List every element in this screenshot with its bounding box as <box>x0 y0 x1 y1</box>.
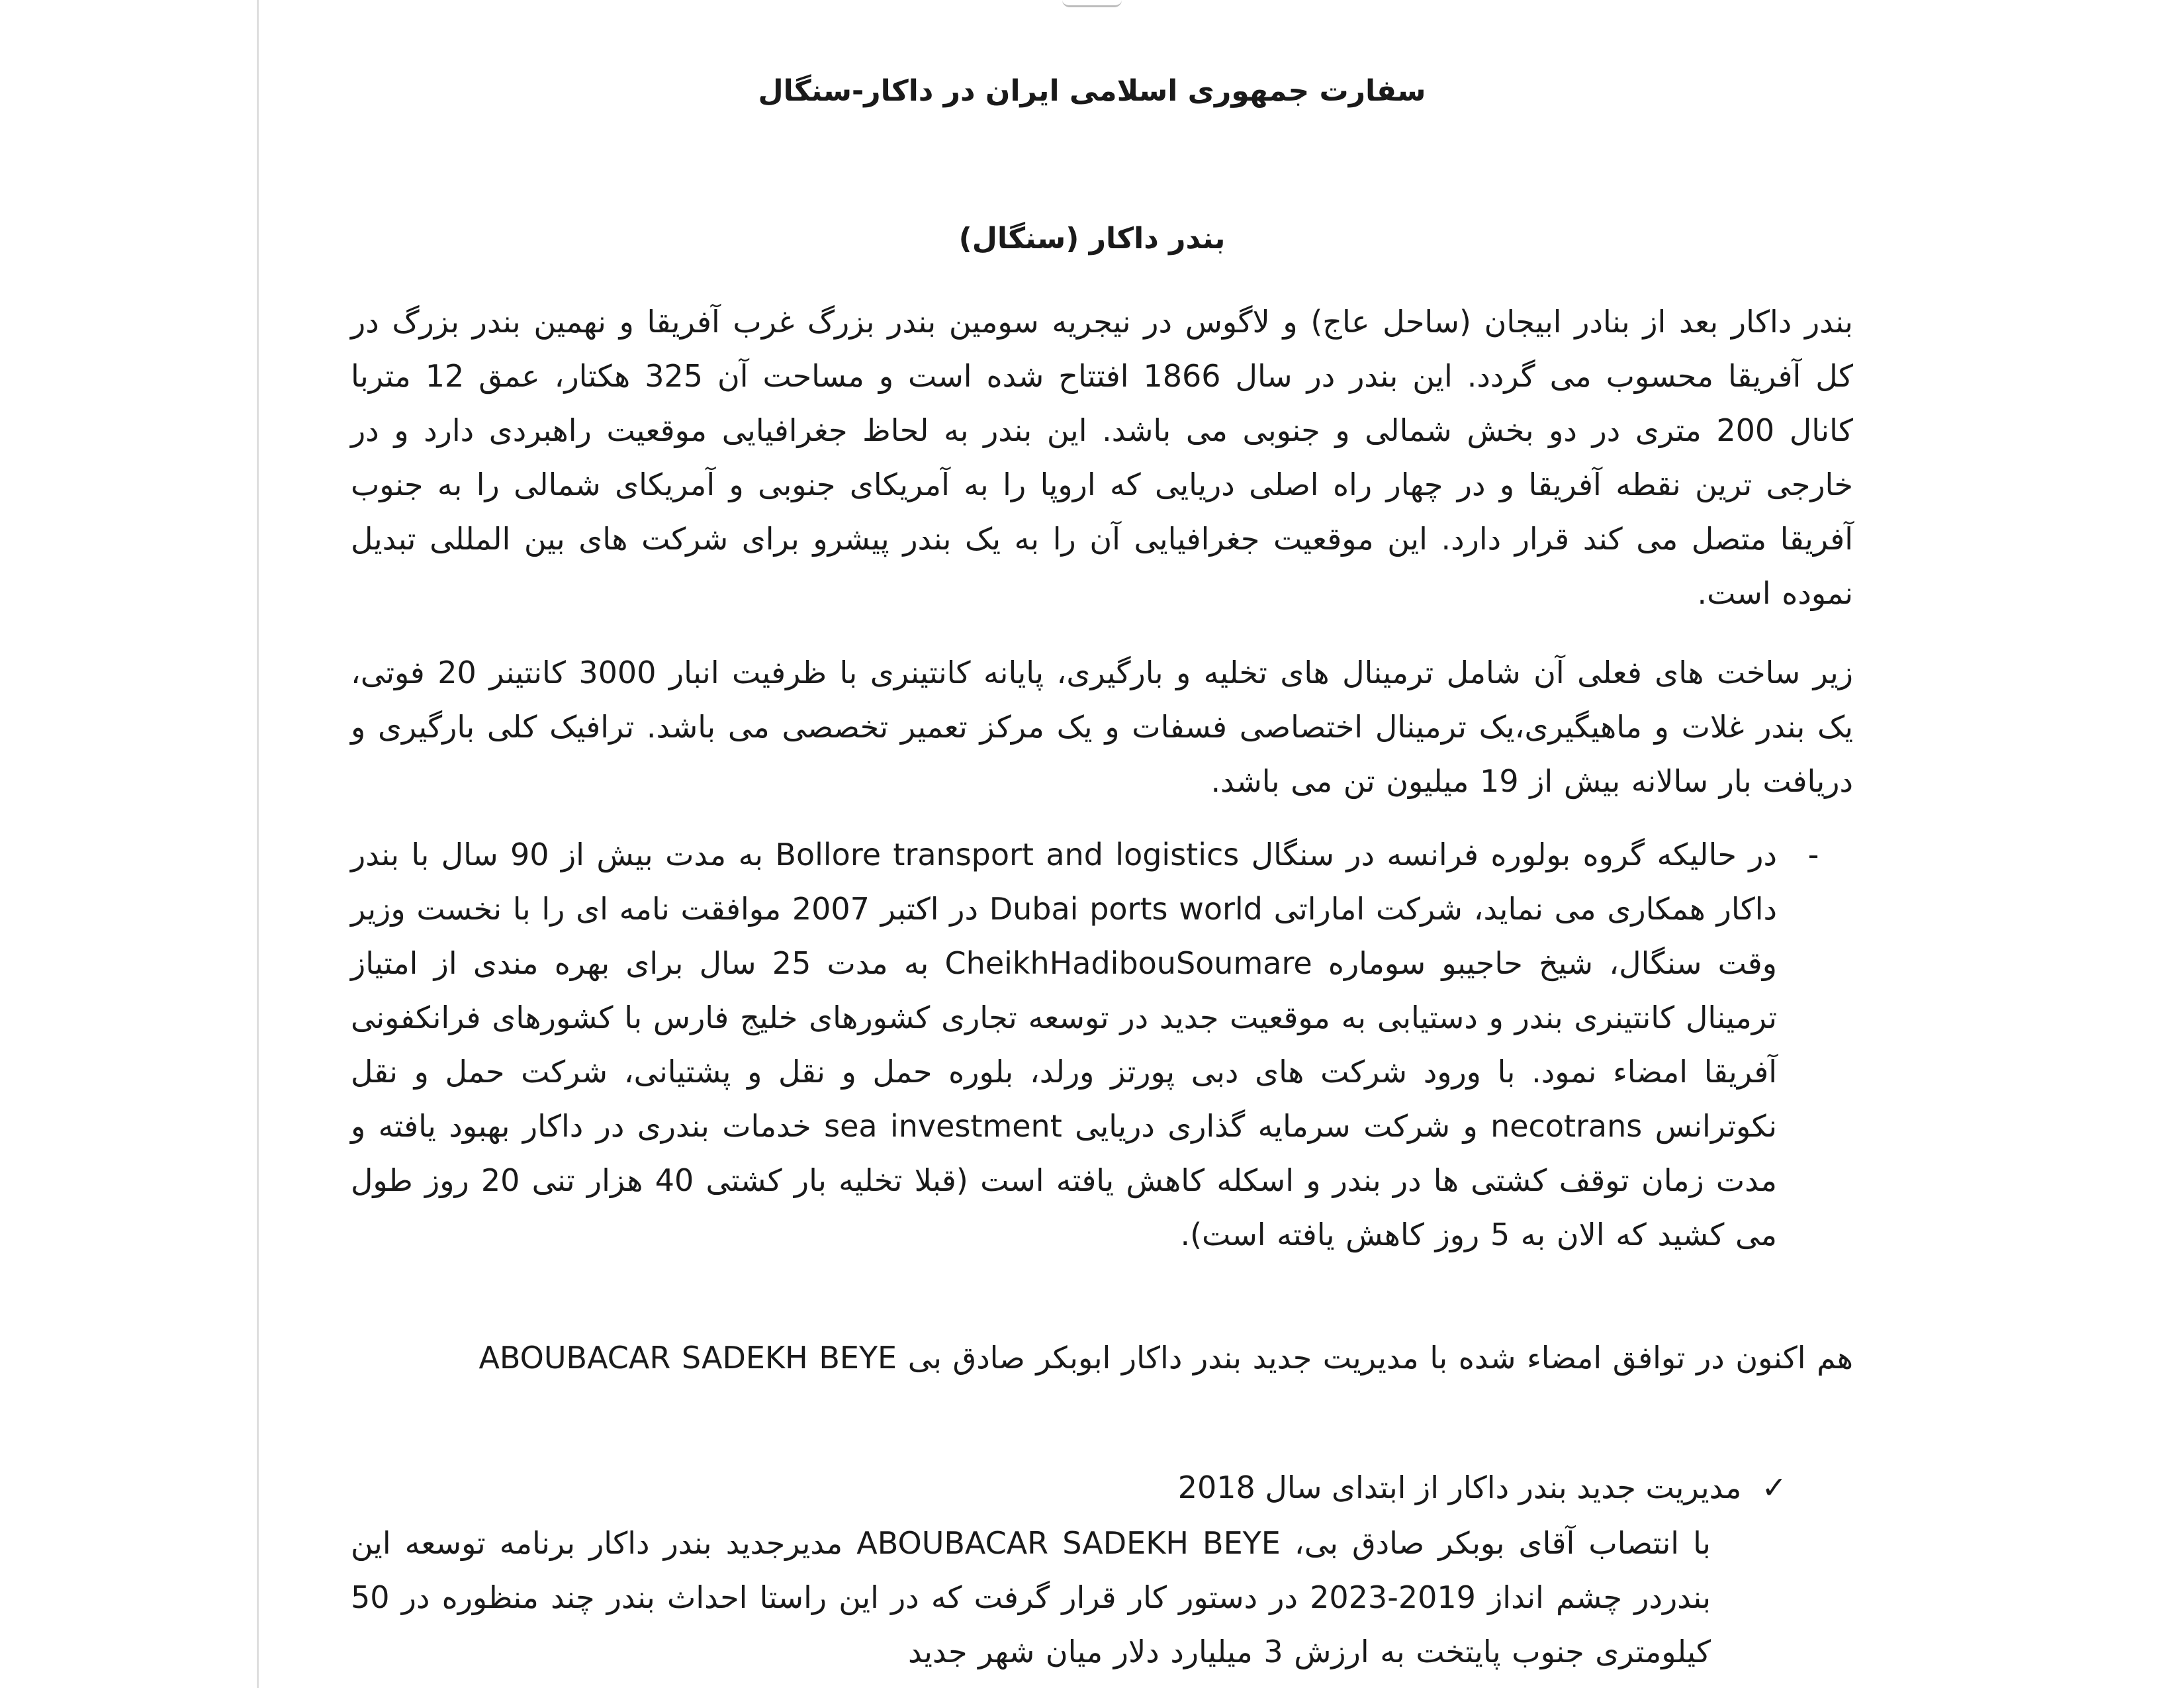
paragraph-development-plan: با انتصاب آقای بوبکر صادق بی، ABOUBACAR SADEKH BEYE مدیرجدید بندر داکار برنامه توسعه این بندردر چشم انداز 2019-2023 در دستور کار قرار گرفت که در این راستا احداث بندر چند منظوره در 50 کیلومتری جنوب پایتخت به ارزش 3 میلیارد دلار میان شهر جدید <box>351 1525 1711 1669</box>
paragraph-new-agreement: هم اکنون در توافق امضاء شده با مدیریت جدید بندر داکار ابوبکر صادق بی ABOUBACAR SADEKH BEYE <box>478 1340 1853 1376</box>
top-page-mark <box>1062 0 1122 7</box>
paragraph-foreign-operators: در حالیکه گروه بولوره فرانسه در سنگال Bollore transport and logistics به مدت بیش از 90 سال با بندر داکار همکاری می نماید، شرکت اماراتی Dubai ports world در اکتبر 2007 موافقت نامه ای را با نخست وزیر وقت سنگال، شیخ حاجیبو سوماره CheikhHadibouSoumare به مدت 25 سال برای بهره مندی از امتیاز ترمینال کانتینری بندر و دستیابی به موقعیت جدید در توسعه تجاری کشورهای خلیج فارس با کشورهای فرانکفونی آفریقا امضاء نمود. با ورود شرکت های دبی پورتز ورلد، بلوره حمل و نقل و پشتیانی، شرکت حمل و نقل نکوترانس necotrans و شرکت سرمایه گذاری دریایی sea investment خدمات بندری در داکار بهبود یافته و مدت زمان توقف کشتی ها در بندر و اسکله کاهش یافته است (قبلا تخلیه بار کشتی 40 هزار تنی 20 روز طول می کشید که الان به 5 روز کاهش یافته است). <box>351 837 1778 1252</box>
check-item-text: مدیریت جدید بندر داکار از ابتدای سال 2018 <box>1177 1470 1742 1505</box>
document-title: بندر داکار (سنگال) <box>958 222 1226 256</box>
check-list-item <box>860 1460 1787 1515</box>
paragraph-port-overview: بندر داکار بعد از بنادر ابیجان (ساحل عاج) و لاگوس در نیجریه سومین بندر بزرگ غرب آفریقا و نهمین بندر بزرگ در کل آفریقا محسوب می گردد. این بندر در سال 1866 افتتاح شده است و مساحت آن 325 هکتار، عمق 12 متربا کانال 200 متری در دو بخش شمالی و جنوبی می باشد. این بندر به لحاظ جغرافیایی موقعیت راهبردی دارد و در خارجی ترین نقطه آفریقا و در چهار راه اصلی دریایی که اروپا را به آمریکای جنوبی و آمریکای شمالی را به جنوب آفریقا متصل می کند قرار دارد. این موقعیت جغرافیایی آن را به یک بندر پیشرو برای شرکت های بین المللی تبدیل نموده است. <box>351 304 1853 611</box>
check-mark-icon: ✓ <box>1761 1470 1787 1505</box>
embassy-header: سفارت جمهوری اسلامی ایران در داکار-سنگال <box>758 74 1426 108</box>
bullet-dash: - <box>1807 837 1819 872</box>
paragraph-infrastructure: زیر ساخت های فعلی آن شامل ترمینال های تخلیه و بارگیری، پایانه کانتینری با ظرفیت انبار 3000 کانتینر 20 فوتی، یک بندر غلات و ماهیگیری،یک ترمینال اختصاصی فسفات و یک مرکز تعمیر تخصصی می باشد. ترافیک کلی بارگیری و دریافت بار سالانه بیش از 19 میلیون تن می باشد. <box>351 655 1853 799</box>
